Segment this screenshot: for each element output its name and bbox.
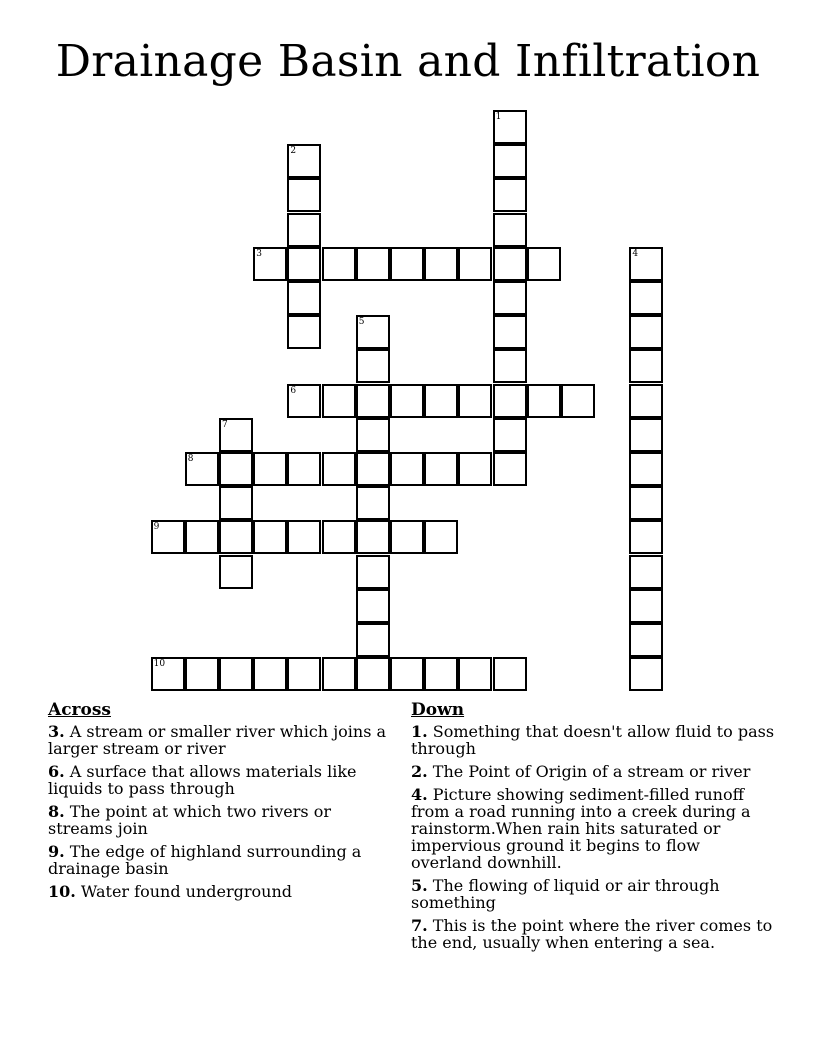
grid-cell[interactable] bbox=[356, 349, 390, 383]
grid-cell[interactable] bbox=[356, 555, 390, 589]
grid-cell[interactable] bbox=[287, 452, 321, 486]
grid-cell[interactable] bbox=[219, 452, 253, 486]
grid-cell[interactable] bbox=[493, 144, 527, 178]
clue-number: 10 bbox=[153, 659, 166, 670]
grid-cell[interactable] bbox=[629, 281, 663, 315]
down-heading: Down bbox=[411, 700, 465, 720]
grid-cell[interactable] bbox=[356, 315, 390, 349]
grid-cell[interactable] bbox=[390, 384, 424, 418]
page-title: Drainage Basin and Infiltration bbox=[55, 36, 761, 87]
grid-cell[interactable] bbox=[629, 623, 663, 657]
grid-cell[interactable] bbox=[185, 520, 219, 554]
grid-cell[interactable] bbox=[356, 520, 390, 554]
grid-cell[interactable] bbox=[493, 418, 527, 452]
grid-cell[interactable] bbox=[629, 555, 663, 589]
clue-number: 7. bbox=[411, 916, 428, 935]
grid-cell[interactable] bbox=[493, 315, 527, 349]
down-clue-list bbox=[411, 723, 776, 951]
across-clue bbox=[48, 883, 388, 900]
down-clue bbox=[411, 786, 776, 871]
grid-cell[interactable] bbox=[322, 247, 356, 281]
clue-text: The Point of Origin of a stream or river bbox=[427, 762, 751, 781]
clue-number: 6. bbox=[48, 762, 65, 781]
grid-cell[interactable] bbox=[629, 589, 663, 623]
clue-number: 2 bbox=[290, 146, 297, 157]
grid-cell[interactable] bbox=[493, 281, 527, 315]
grid-cell[interactable] bbox=[219, 555, 253, 589]
clue-number: 4 bbox=[632, 248, 639, 259]
clue-text: The edge of highland surrounding a drainage basin bbox=[48, 842, 362, 878]
grid-cell[interactable] bbox=[424, 657, 458, 691]
clue-text: Water found underground bbox=[75, 882, 292, 901]
grid-cell[interactable] bbox=[287, 281, 321, 315]
grid-cell[interactable] bbox=[458, 247, 492, 281]
clue-number: 8. bbox=[48, 802, 65, 821]
grid-cell[interactable] bbox=[629, 520, 663, 554]
down-clue bbox=[411, 877, 776, 911]
grid-cell[interactable] bbox=[458, 452, 492, 486]
grid-cell[interactable] bbox=[629, 349, 663, 383]
across-clue-list bbox=[48, 723, 388, 900]
grid-cell[interactable] bbox=[356, 418, 390, 452]
down-clue bbox=[411, 763, 776, 780]
clue-number: 9. bbox=[48, 842, 65, 861]
grid-cell[interactable] bbox=[219, 657, 253, 691]
grid-cell[interactable] bbox=[493, 110, 527, 144]
grid-cell[interactable] bbox=[527, 384, 561, 418]
grid-cell[interactable] bbox=[493, 452, 527, 486]
grid-cell[interactable] bbox=[287, 144, 321, 178]
grid-cell[interactable] bbox=[287, 178, 321, 212]
grid-cell[interactable] bbox=[629, 452, 663, 486]
clue-number: 1 bbox=[495, 112, 502, 122]
grid-cell[interactable] bbox=[458, 657, 492, 691]
grid-cell[interactable] bbox=[219, 486, 253, 520]
clue-number: 5. bbox=[411, 876, 428, 895]
clue-number: 1. bbox=[411, 722, 428, 741]
clue-number: 6 bbox=[290, 385, 297, 396]
clue-text: A surface that allows materials like liquids to pass through bbox=[48, 762, 357, 798]
clue-number: 9 bbox=[153, 522, 160, 533]
grid-cell[interactable] bbox=[356, 384, 390, 418]
grid-cell[interactable] bbox=[151, 657, 185, 691]
clue-text: A stream or smaller river which joins a larger stream or river bbox=[48, 722, 387, 758]
down-clue bbox=[411, 723, 776, 757]
grid-cell[interactable] bbox=[356, 452, 390, 486]
grid-cell[interactable] bbox=[151, 520, 185, 554]
clue-number: 10. bbox=[48, 882, 76, 901]
grid-cell[interactable] bbox=[629, 418, 663, 452]
grid-cell[interactable] bbox=[287, 213, 321, 247]
clue-text: Picture showing sediment-filled runoff from a road running into a creek during a rainstorm.When rain hits saturated or impervious ground it begins to flow overland downhill. bbox=[411, 785, 751, 872]
grid-cell[interactable] bbox=[493, 657, 527, 691]
grid-cell[interactable] bbox=[253, 452, 287, 486]
grid-cell[interactable] bbox=[322, 657, 356, 691]
across-clue bbox=[48, 723, 388, 757]
grid-cell[interactable] bbox=[458, 384, 492, 418]
grid-cell[interactable] bbox=[253, 657, 287, 691]
grid-cell[interactable] bbox=[390, 520, 424, 554]
grid-cell[interactable] bbox=[185, 452, 219, 486]
grid-cell[interactable] bbox=[561, 384, 595, 418]
grid-cell[interactable] bbox=[253, 520, 287, 554]
grid-cell[interactable] bbox=[493, 247, 527, 281]
grid-cell[interactable] bbox=[424, 247, 458, 281]
grid-cell[interactable] bbox=[356, 623, 390, 657]
clue-number: 3 bbox=[256, 248, 262, 259]
down-clues bbox=[411, 702, 776, 957]
clue-number: 8 bbox=[187, 454, 194, 464]
grid-cell[interactable] bbox=[287, 520, 321, 554]
down-clue bbox=[411, 917, 776, 951]
grid-cell[interactable] bbox=[287, 657, 321, 691]
grid-cell[interactable] bbox=[185, 657, 219, 691]
clue-number: 3. bbox=[48, 722, 65, 741]
grid-cell[interactable] bbox=[629, 657, 663, 691]
grid-cell[interactable] bbox=[219, 418, 253, 452]
grid-cell[interactable] bbox=[493, 213, 527, 247]
grid-cell[interactable] bbox=[253, 247, 287, 281]
clue-text: Something that doesn't allow fluid to pass through bbox=[411, 722, 775, 758]
clue-text: This is the point where the river comes to the end, usually when entering a sea. bbox=[411, 916, 773, 952]
clue-number: 5 bbox=[358, 317, 365, 328]
grid-cell[interactable] bbox=[424, 384, 458, 418]
grid-cell[interactable] bbox=[356, 589, 390, 623]
clue-number: 7 bbox=[222, 419, 228, 430]
across-heading: Across bbox=[48, 700, 111, 720]
clue-text: The point at which two rivers or streams join bbox=[48, 802, 331, 838]
grid-cell[interactable] bbox=[629, 384, 663, 418]
grid-cell[interactable] bbox=[493, 178, 527, 212]
grid-cell[interactable] bbox=[322, 520, 356, 554]
grid-cell[interactable] bbox=[390, 247, 424, 281]
grid-cell[interactable] bbox=[390, 657, 424, 691]
across-clue bbox=[48, 763, 388, 797]
clue-text: The flowing of liquid or air through something bbox=[411, 876, 720, 912]
grid-cell[interactable] bbox=[322, 452, 356, 486]
grid-cell[interactable] bbox=[629, 247, 663, 281]
grid-cell[interactable] bbox=[219, 520, 253, 554]
grid-cell[interactable] bbox=[356, 486, 390, 520]
across-clues bbox=[48, 702, 388, 906]
grid-cell[interactable] bbox=[629, 315, 663, 349]
grid-cell[interactable] bbox=[287, 247, 321, 281]
grid-cell[interactable] bbox=[390, 452, 424, 486]
grid-cell[interactable] bbox=[493, 349, 527, 383]
across-clue bbox=[48, 803, 388, 837]
grid-cell[interactable] bbox=[322, 384, 356, 418]
clue-number: 4. bbox=[411, 785, 428, 804]
grid-cell[interactable] bbox=[287, 315, 321, 349]
grid-cell[interactable] bbox=[356, 247, 390, 281]
clue-number: 2. bbox=[411, 762, 428, 781]
grid-cell[interactable] bbox=[527, 247, 561, 281]
grid-cell[interactable] bbox=[493, 384, 527, 418]
grid-cell[interactable] bbox=[356, 657, 390, 691]
grid-cell[interactable] bbox=[424, 452, 458, 486]
grid-cell[interactable] bbox=[629, 486, 663, 520]
grid-cell[interactable] bbox=[424, 520, 458, 554]
grid-cell[interactable] bbox=[287, 384, 321, 418]
across-clue bbox=[48, 843, 388, 877]
